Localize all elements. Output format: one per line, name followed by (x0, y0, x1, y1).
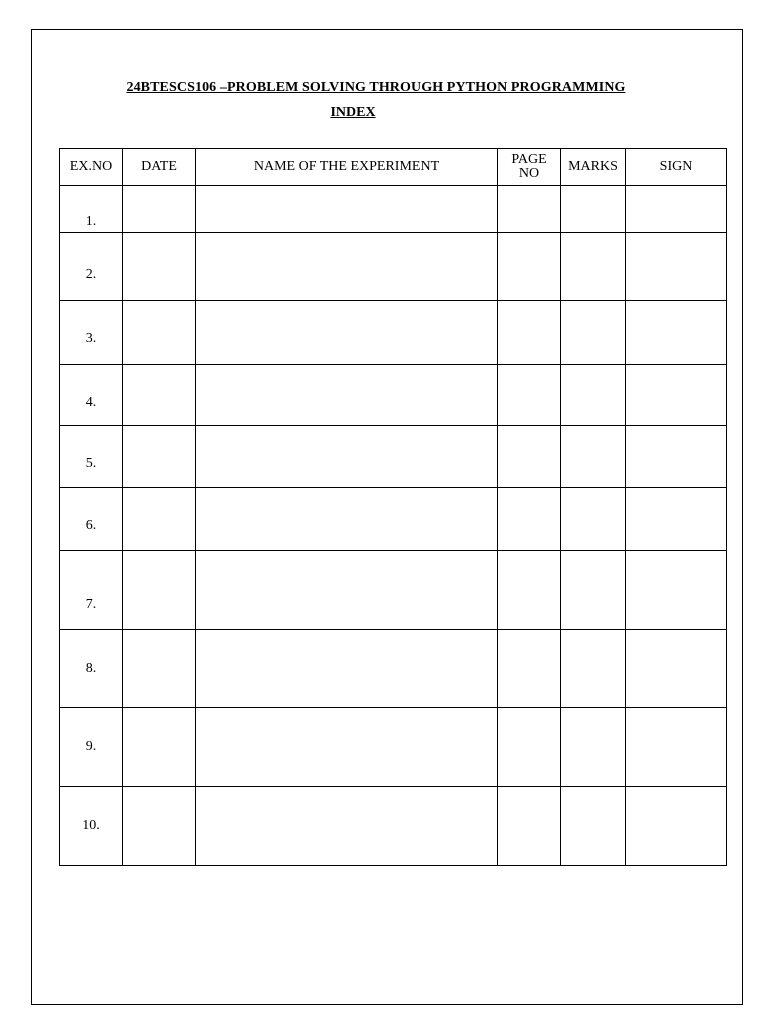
index-table (59, 148, 727, 866)
cell-date (123, 630, 196, 708)
cell-page-no (498, 365, 561, 426)
header-date: DATE (123, 149, 196, 186)
ex-no-text: 1. (85, 214, 97, 229)
cell-name (196, 708, 498, 787)
cell-name (196, 301, 498, 365)
cell-page-no (498, 426, 561, 488)
table-row (60, 233, 727, 301)
cell-sign (626, 365, 727, 426)
header-page-no (498, 149, 561, 186)
cell-name (196, 186, 498, 233)
table-row (60, 301, 727, 365)
table-body (60, 186, 727, 866)
cell-name (196, 787, 498, 866)
cell-sign (626, 233, 727, 301)
document-subtitle: INDEX (330, 105, 376, 120)
cell-ex-no (60, 301, 123, 365)
table-row (60, 488, 727, 551)
header-page-no-line2: NO (518, 166, 540, 181)
cell-date (123, 233, 196, 301)
header-page-no-line1: PAGE (511, 152, 547, 167)
cell-page-no (498, 233, 561, 301)
cell-marks (561, 426, 626, 488)
ex-no-text: 5. (85, 456, 97, 471)
cell-sign (626, 186, 727, 233)
ex-no-text: 7. (85, 597, 97, 612)
cell-page-no (498, 186, 561, 233)
cell-ex-no (60, 551, 123, 630)
cell-name (196, 630, 498, 708)
cell-ex-no (60, 488, 123, 551)
ex-no-text: 9. (85, 739, 97, 754)
cell-marks (561, 630, 626, 708)
table-row (60, 708, 727, 787)
cell-ex-no (60, 426, 123, 488)
ex-no-text: 4. (85, 395, 97, 410)
cell-sign (626, 426, 727, 488)
header-marks: MARKS (561, 149, 626, 186)
cell-date (123, 426, 196, 488)
cell-name (196, 365, 498, 426)
table-row (60, 186, 727, 233)
cell-sign (626, 488, 727, 551)
table-row (60, 787, 727, 866)
cell-ex-no (60, 787, 123, 866)
table-row (60, 630, 727, 708)
cell-sign (626, 301, 727, 365)
cell-marks (561, 233, 626, 301)
cell-page-no (498, 551, 561, 630)
document-title: 24BTESCS106 –PROBLEM SOLVING THROUGH PYTHON PROGRAMMING (126, 80, 626, 95)
cell-marks (561, 488, 626, 551)
ex-no-text: 2. (85, 267, 97, 282)
ex-no-text: 6. (85, 518, 97, 533)
table-row (60, 426, 727, 488)
cell-marks (561, 551, 626, 630)
cell-ex-no (60, 630, 123, 708)
cell-ex-no (60, 708, 123, 787)
cell-name (196, 551, 498, 630)
cell-ex-no (60, 186, 123, 233)
cell-page-no (498, 488, 561, 551)
cell-page-no (498, 708, 561, 787)
cell-date (123, 708, 196, 787)
cell-page-no (498, 787, 561, 866)
cell-name (196, 233, 498, 301)
ex-no-text: 3. (85, 331, 97, 346)
cell-ex-no (60, 233, 123, 301)
cell-sign (626, 787, 727, 866)
ex-no-text: 8. (85, 661, 97, 676)
cell-sign (626, 630, 727, 708)
ex-no-text: 10. (82, 818, 100, 833)
cell-marks (561, 365, 626, 426)
cell-date (123, 551, 196, 630)
cell-date (123, 186, 196, 233)
cell-date (123, 301, 196, 365)
cell-sign (626, 551, 727, 630)
table-header-row (60, 149, 727, 186)
cell-sign (626, 708, 727, 787)
cell-date (123, 787, 196, 866)
cell-date (123, 488, 196, 551)
header-sign: SIGN (626, 149, 727, 186)
cell-marks (561, 301, 626, 365)
cell-name (196, 488, 498, 551)
cell-page-no (498, 630, 561, 708)
header-name-of-experiment: NAME OF THE EXPERIMENT (196, 149, 498, 186)
cell-ex-no (60, 365, 123, 426)
header-ex-no: EX.NO (60, 149, 123, 186)
cell-marks (561, 708, 626, 787)
cell-page-no (498, 301, 561, 365)
cell-name (196, 426, 498, 488)
cell-date (123, 365, 196, 426)
cell-marks (561, 186, 626, 233)
table-row (60, 365, 727, 426)
table-row (60, 551, 727, 630)
cell-marks (561, 787, 626, 866)
